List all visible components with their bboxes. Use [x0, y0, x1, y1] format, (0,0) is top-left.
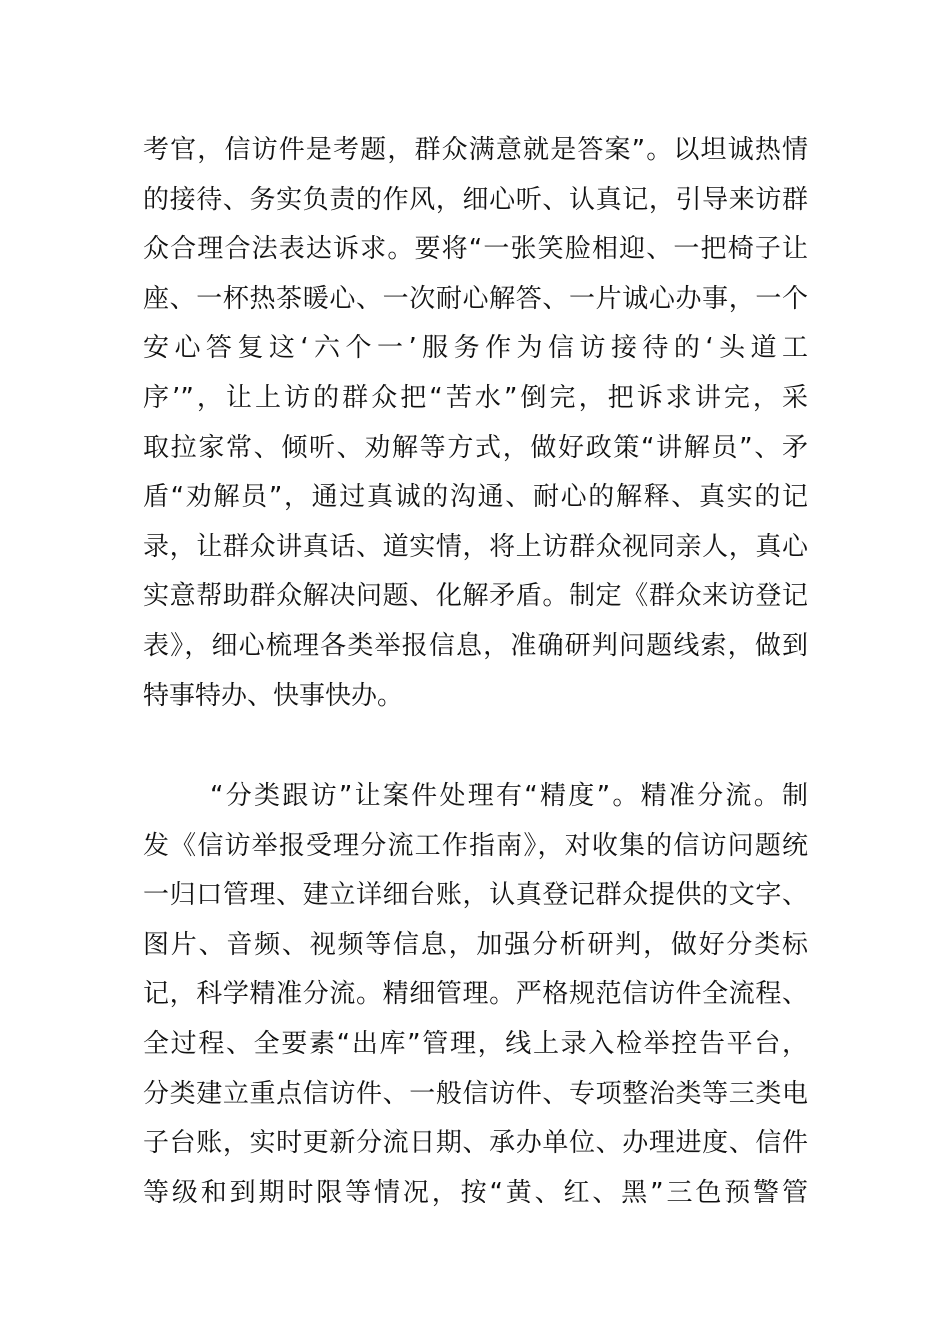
- text-line: 座、一杯热茶暖心、一次耐心解答、一片诚心办事，一个: [143, 283, 808, 314]
- text-line: 录，让群众讲真话、道实情，将上访群众视同亲人，真心: [143, 531, 808, 562]
- text-line: 安心答复这‘六个一’服务作为信访接待的‘头道工: [143, 333, 808, 364]
- text-line: 图片、音频、视频等信息，加强分析研判，做好分类标: [143, 929, 808, 960]
- text-line: 等级和到期时限等情况，按“黄、红、黑”三色预警管: [143, 1177, 808, 1208]
- text-line: 取拉家常、倾听、劝解等方式，做好政策“讲解员”、矛: [143, 432, 808, 463]
- text-line: 记，科学精准分流。精细管理。严格规范信访件全流程、: [143, 979, 808, 1010]
- text-line: 全过程、全要素“出库”管理，线上录入检举控告平台，: [143, 1028, 808, 1059]
- text-line: 的接待、务实负责的作风，细心听、认真记，引导来访群: [143, 184, 808, 215]
- paragraph-1: [143, 126, 808, 721]
- text-line: 一归口管理、建立详细台账，认真登记群众提供的文字、: [143, 880, 808, 911]
- text-line: 序’”，让上访的群众把“苦水”倒完，把诉求讲完，采: [143, 382, 808, 413]
- text-line: 实意帮助群众解决问题、化解矛盾。制定《群众来访登记: [143, 581, 808, 612]
- text-line: 子台账，实时更新分流日期、承办单位、办理进度、信件: [143, 1128, 808, 1159]
- text-line: 盾“劝解员”，通过真诚的沟通、耐心的解释、真实的记: [143, 482, 808, 513]
- text-line: “分类跟访”让案件处理有“精度”。精准分流。制: [210, 781, 808, 811]
- text-line: 表》，细心梳理各类举报信息，准确研判问题线索，做到: [143, 630, 808, 661]
- paragraph-2: [143, 772, 808, 1218]
- text-line: 发《信访举报受理分流工作指南》，对收集的信访问题统: [143, 830, 808, 861]
- text-line: 特事特办、快事快办。: [143, 680, 404, 711]
- text-line: 分类建立重点信访件、一般信访件、专项整治类等三类电: [143, 1078, 808, 1109]
- text-line: 众合理合法表达诉求。要将“一张笑脸相迎、一把椅子让: [143, 234, 808, 265]
- text-line: 考官，信访件是考题，群众满意就是答案”。以坦诚热情: [143, 135, 808, 165]
